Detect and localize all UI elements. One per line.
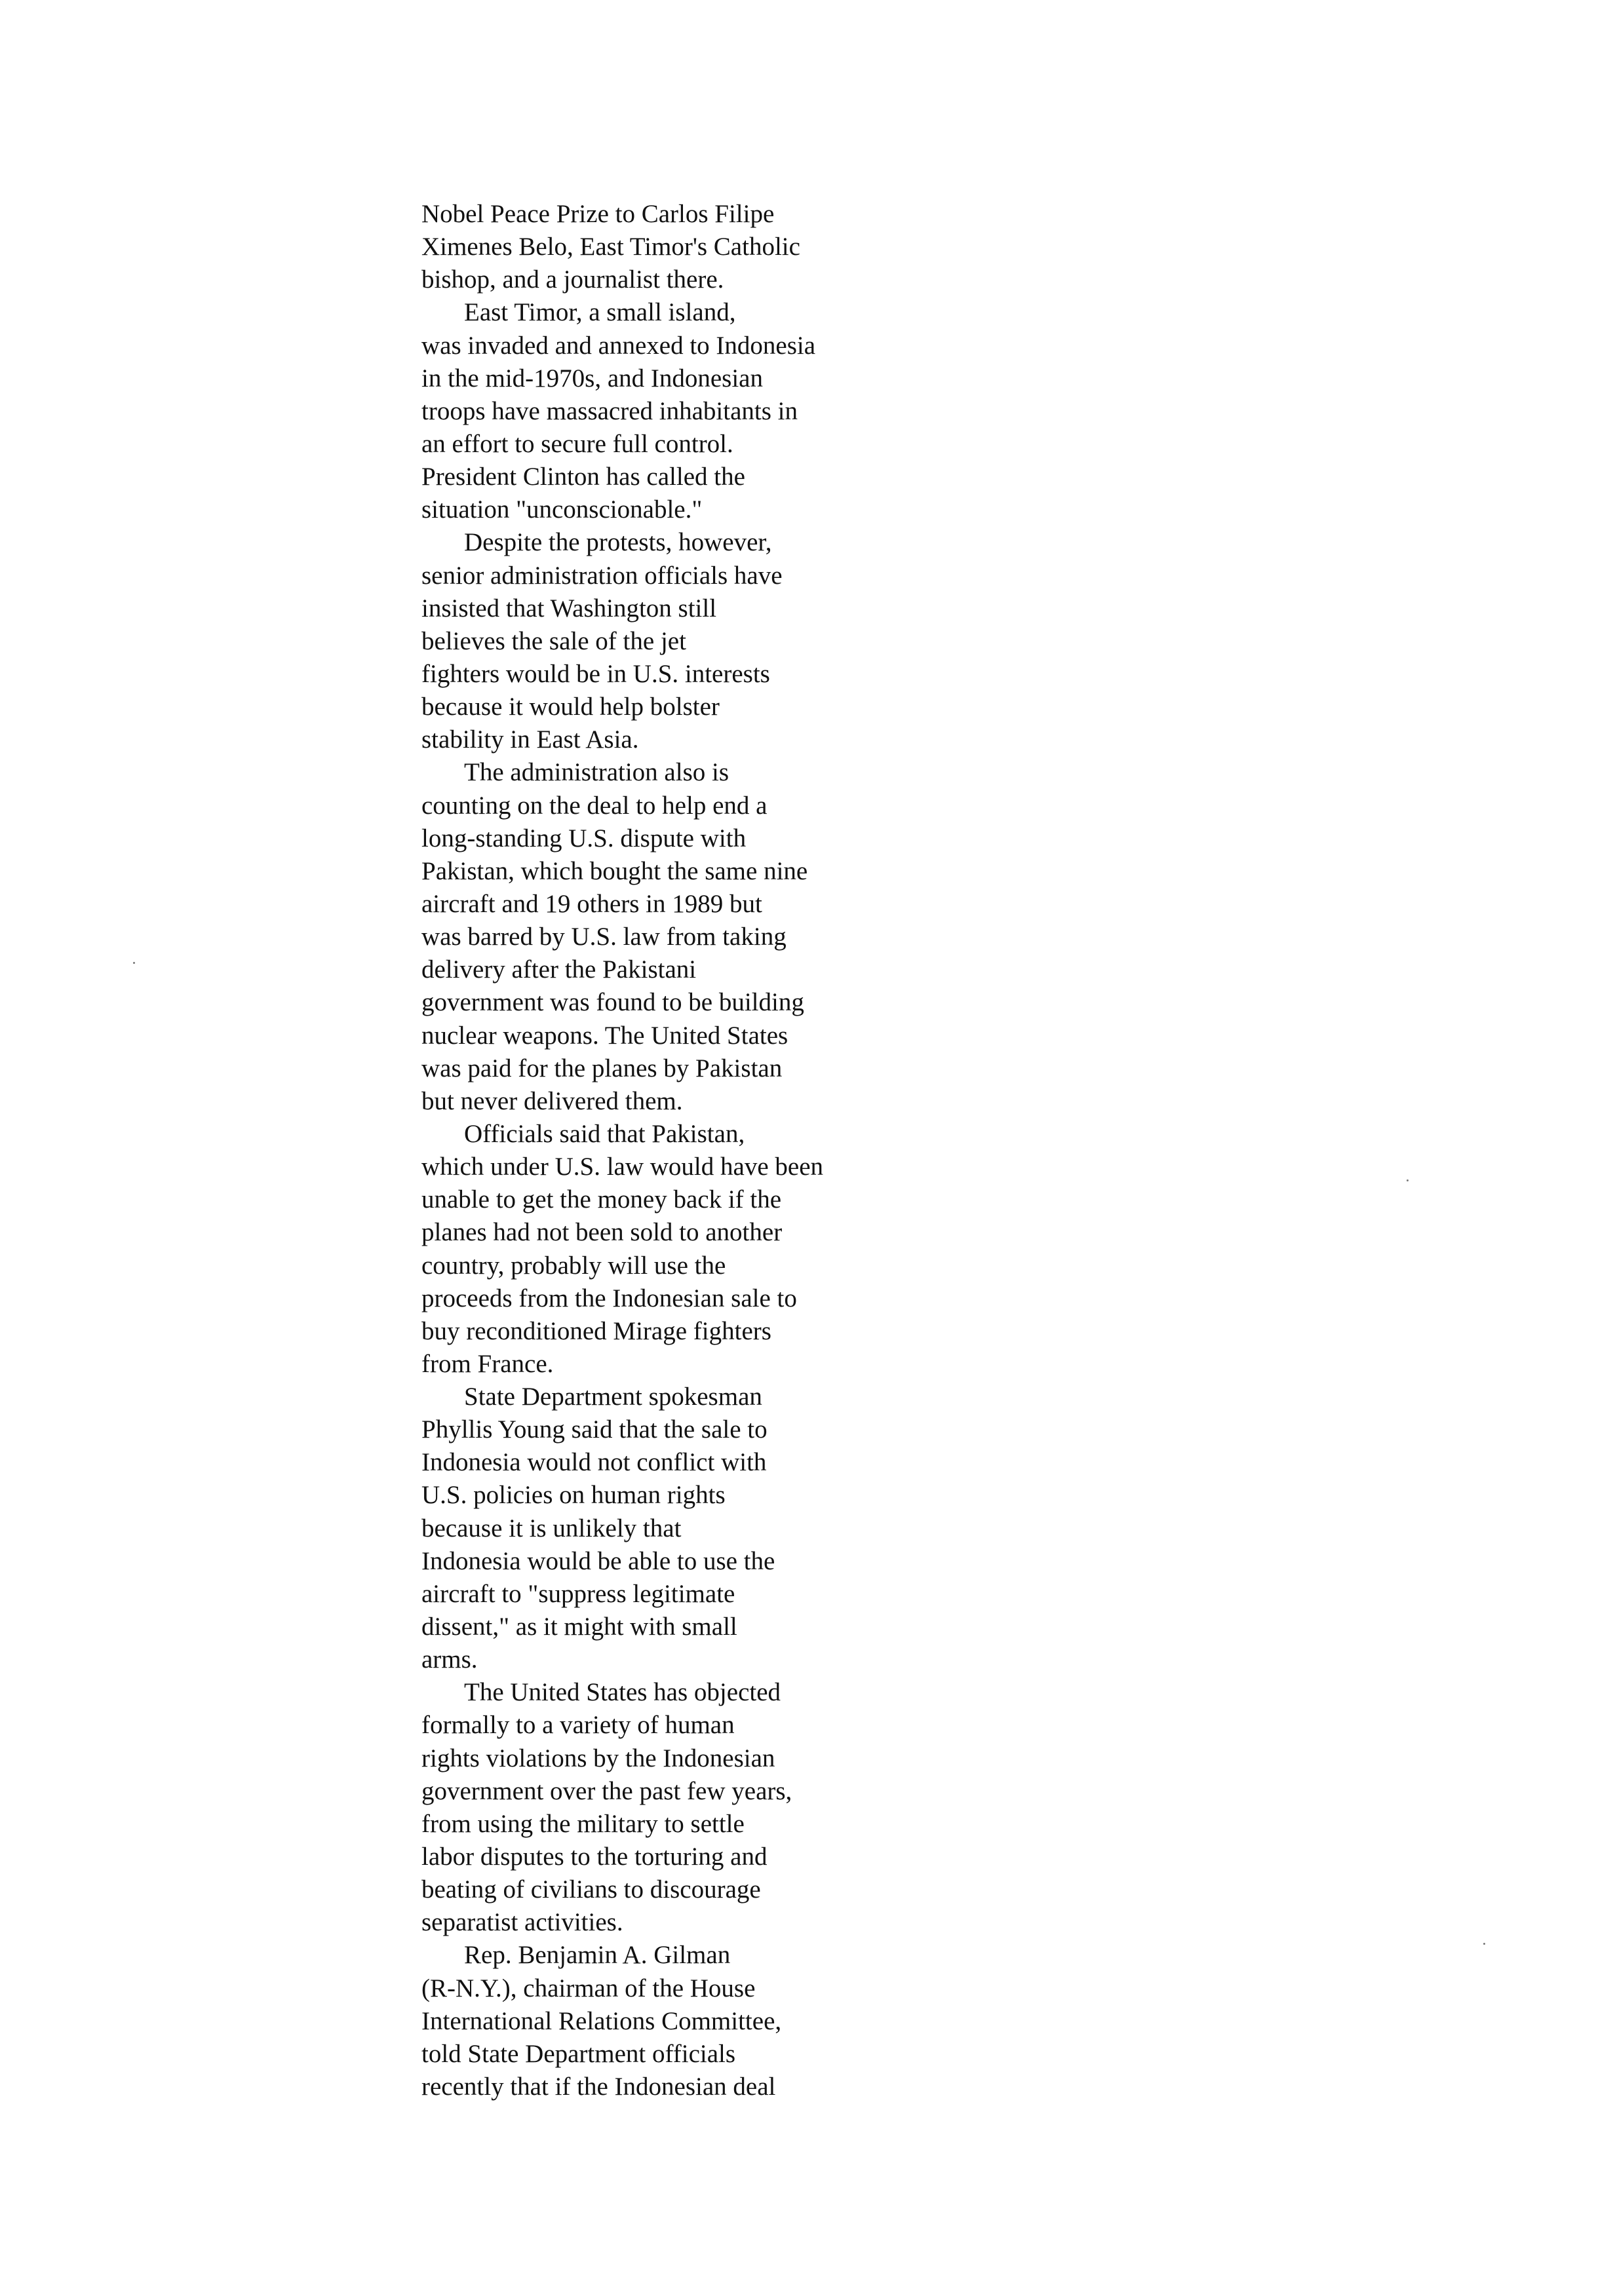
text-line: aircraft and 19 others in 1989 but [421, 889, 762, 918]
scan-speck [1483, 1943, 1485, 1945]
text-line: East Timor, a small island, [464, 298, 736, 327]
text-line: beating of civilians to discourage [421, 1875, 761, 1904]
text-line: Phyllis Young said that the sale to [421, 1415, 768, 1444]
text-line: country, probably will use the [421, 1251, 726, 1280]
text-line: troops have massacred inhabitants in [421, 396, 798, 425]
text-line: because it is unlikely that [421, 1514, 682, 1542]
text-line: Indonesia would not conflict with [421, 1448, 767, 1477]
text-line: Officials said that Pakistan, [464, 1119, 745, 1148]
text-line: situation "unconscionable." [421, 495, 703, 524]
text-line: long-standing U.S. dispute with [421, 824, 747, 852]
text-line: which under U.S. law would have been [421, 1153, 824, 1181]
text-line: bishop, and a journalist there. [421, 265, 724, 294]
text-line: senior administration officials have [421, 561, 783, 590]
text-line: delivery after the Pakistani [421, 955, 697, 984]
text-line: but never delivered them. [421, 1086, 683, 1115]
text-line: Indonesia would be able to use the [421, 1546, 775, 1575]
text-line: dissent," as it might with small [421, 1613, 737, 1641]
scan-speck [133, 962, 135, 964]
text-line: from using the military to settle [421, 1809, 745, 1838]
text-line: planes had not been sold to another [421, 1218, 783, 1247]
text-line: fighters would be in U.S. interests [421, 659, 770, 688]
text-line: buy reconditioned Mirage fighters [421, 1316, 771, 1345]
text-line: Despite the protests, however, [464, 528, 772, 557]
text-line: from France. [421, 1349, 554, 1378]
text-line: U.S. policies on human rights [421, 1481, 726, 1510]
text-line: labor disputes to the torturing and [421, 1843, 768, 1871]
text-line: (R-N.Y.), chairman of the House [421, 1974, 756, 2002]
text-line: President Clinton has called the [421, 463, 745, 491]
text-line: Rep. Benjamin A. Gilman [464, 1941, 731, 1970]
text-line: The United States has objected [464, 1678, 781, 1707]
text-line: an effort to secure full control. [421, 429, 733, 458]
text-line: was barred by U.S. law from taking [421, 923, 787, 951]
text-line: counting on the deal to help end a [421, 791, 768, 820]
text-line: in the mid-1970s, and Indonesian [421, 364, 763, 392]
text-line: told State Department officials [421, 2039, 736, 2068]
text-line: because it would help bolster [421, 693, 720, 721]
text-line: Nobel Peace Prize to Carlos Filipe [421, 200, 775, 228]
text-line: State Department spokesman [464, 1383, 762, 1411]
text-line: government over the past few years, [421, 1776, 792, 1805]
text-line: Pakistan, which bought the same nine [421, 856, 808, 885]
text-line: aircraft to "suppress legitimate [421, 1579, 735, 1608]
text-line: insisted that Washington still [421, 594, 717, 622]
text-line: was invaded and annexed to Indonesia [421, 331, 816, 360]
text-line: stability in East Asia. [421, 725, 639, 754]
text-line: believes the sale of the jet [421, 626, 686, 655]
text-line: formally to a variety of human [421, 1711, 735, 1740]
text-line: The administration also is [464, 758, 730, 787]
text-line: recently that if the Indonesian deal [421, 2073, 776, 2101]
text-line: government was found to be building [421, 988, 804, 1017]
text-line: was paid for the planes by Pakistan [421, 1054, 783, 1082]
text-line: arms. [421, 1645, 478, 1674]
scan-speck [1407, 1179, 1409, 1181]
text-line: rights violations by the Indonesian [421, 1744, 775, 1772]
text-line: separatist activities. [421, 1908, 623, 1937]
text-line: Ximenes Belo, East Timor's Catholic [421, 233, 800, 261]
text-line: nuclear weapons. The United States [421, 1021, 788, 1050]
text-line: proceeds from the Indonesian sale to [421, 1284, 797, 1312]
text-line: International Relations Committee, [421, 2006, 782, 2035]
text-line: unable to get the money back if the [421, 1185, 782, 1214]
article-text-column [421, 198, 880, 2103]
